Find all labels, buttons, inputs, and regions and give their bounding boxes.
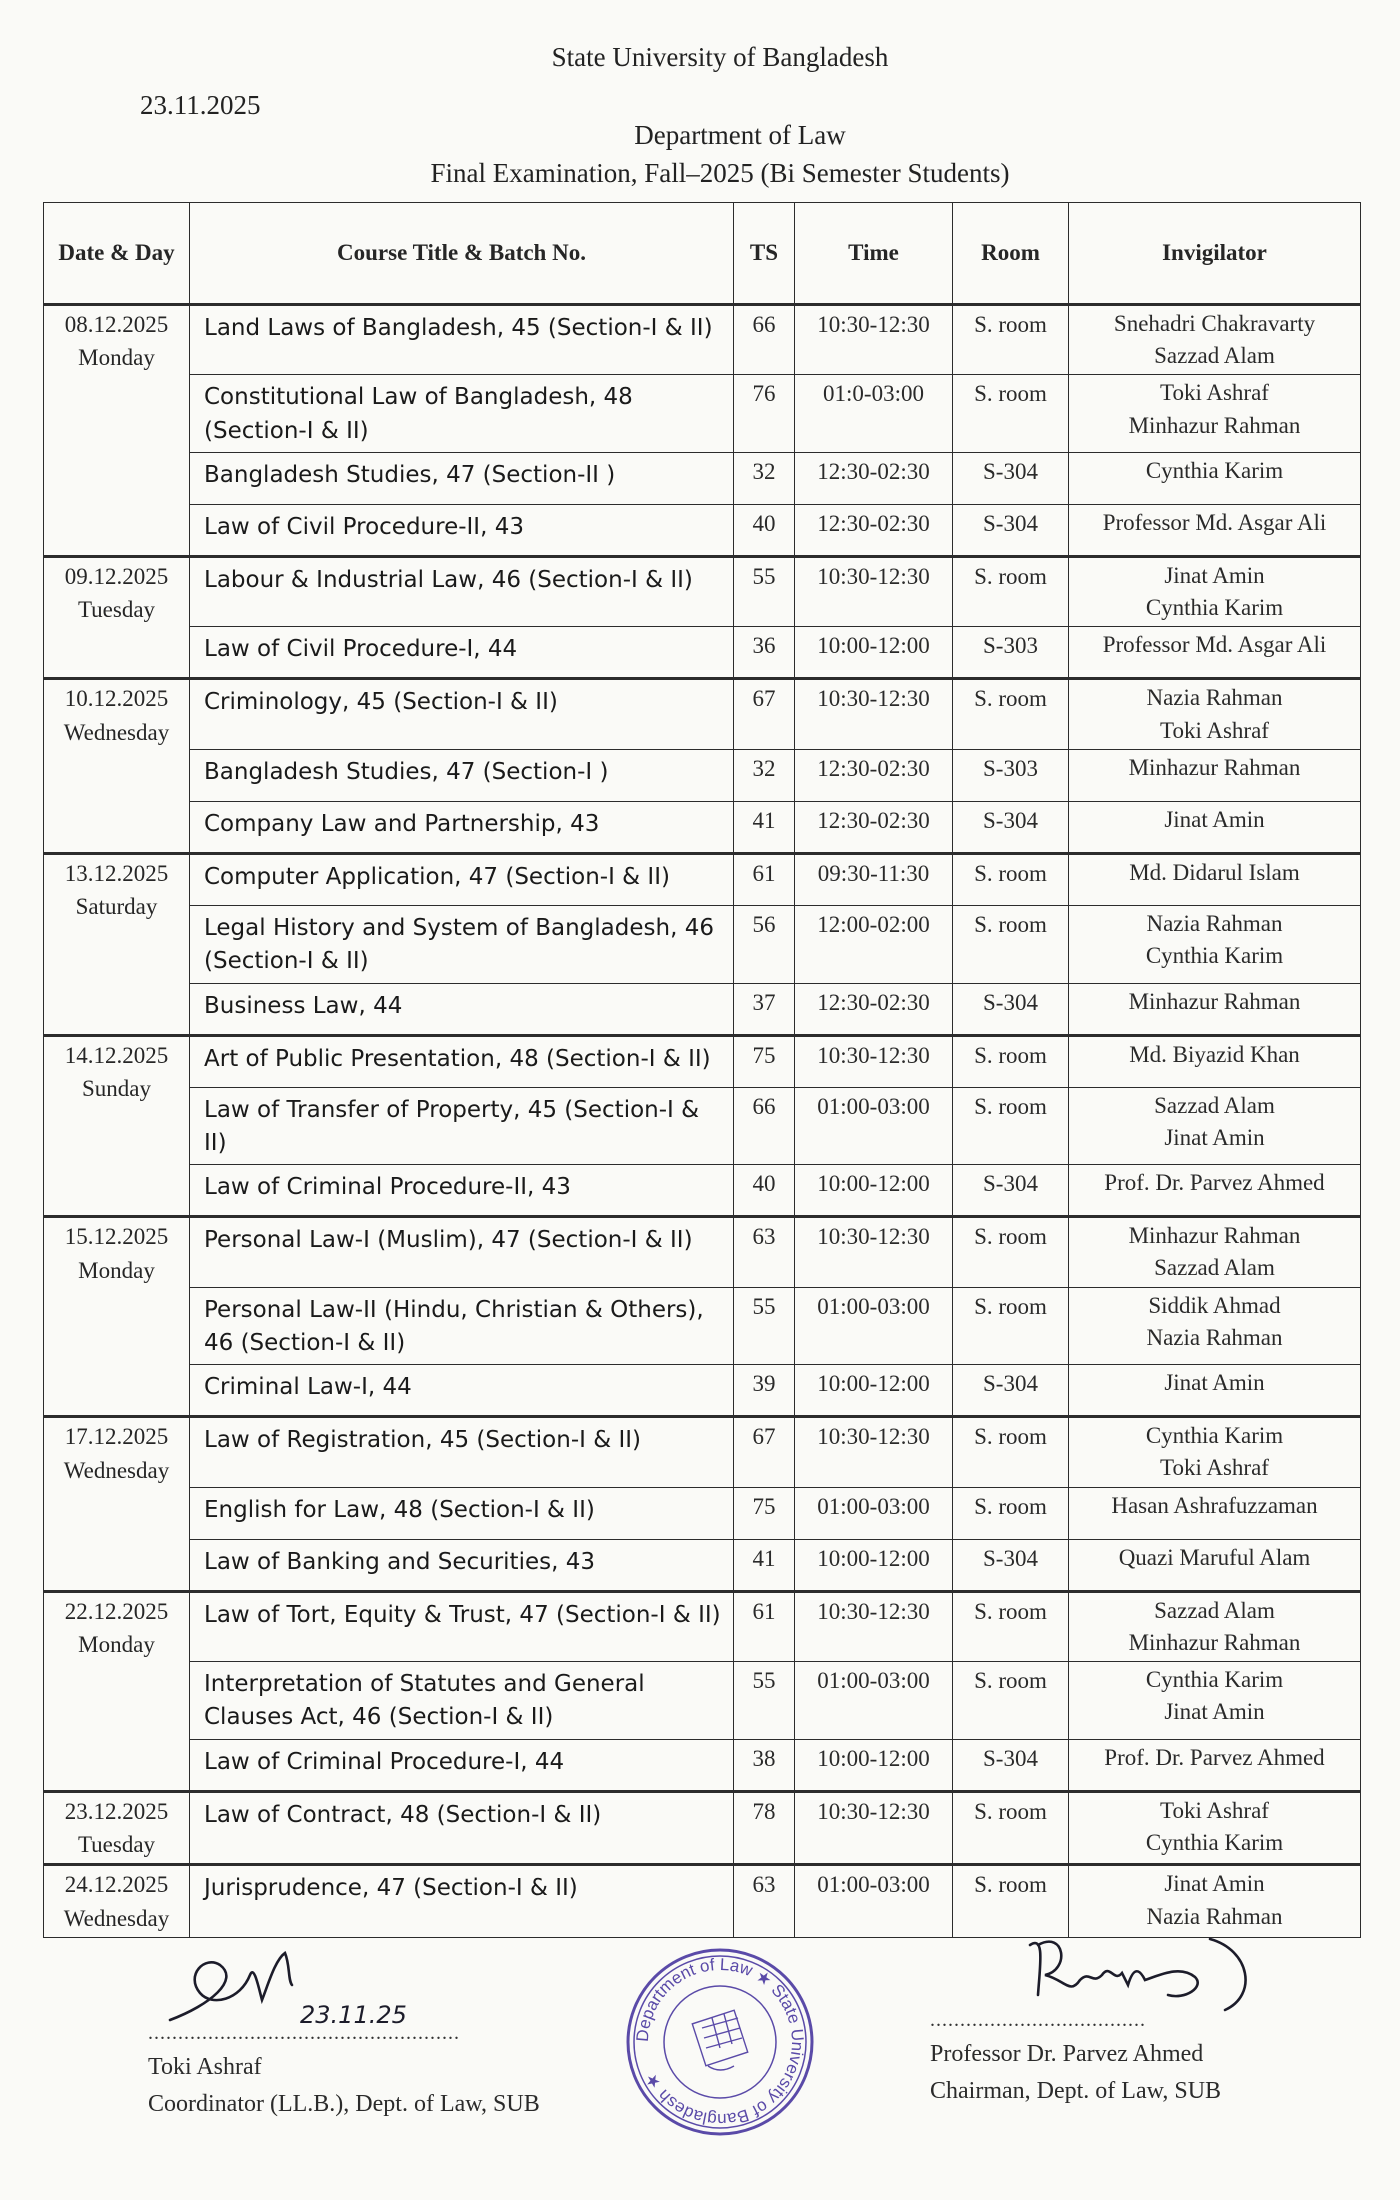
table-row [44, 853, 1361, 905]
table-header-row [44, 203, 1361, 305]
exam-date-cell [44, 1035, 190, 1217]
exam-room: S-304 [953, 801, 1069, 853]
exam-room: S-303 [953, 749, 1069, 801]
course-title: Law of Civil Procedure-I, 44 [190, 627, 734, 679]
exam-time: 10:00-12:00 [795, 627, 953, 679]
exam-room: S. room [953, 1217, 1069, 1287]
exam-schedule-table [43, 202, 1361, 1938]
column-header: Date & Day [44, 203, 190, 305]
exam-day: Wednesday [63, 1905, 170, 1931]
invigilator-cell [1069, 1539, 1361, 1591]
exam-time: 01:00-03:00 [795, 1087, 953, 1165]
exam-day: Monday [78, 1257, 155, 1283]
exam-time: 01:00-03:00 [795, 1865, 953, 1938]
total-students: 63 [734, 1865, 795, 1938]
column-header: Invigilator [1069, 203, 1361, 305]
signature-line: .................................... [930, 2009, 1146, 2031]
exam-room: S-304 [953, 983, 1069, 1035]
exam-day: Saturday [75, 894, 158, 920]
exam-time: 01:0-03:00 [795, 375, 953, 453]
invigilator-name: Nazia Rahman [1146, 685, 1283, 711]
exam-date-cell [44, 1591, 190, 1791]
department-name: Department of Law [634, 120, 846, 150]
table-row [44, 1591, 1361, 1661]
exam-date-cell [44, 1217, 190, 1417]
university-name: State University of Bangladesh [551, 42, 889, 72]
notice-date: 23.11.2025 [140, 90, 261, 120]
course-title: Law of Civil Procedure-II, 43 [190, 505, 734, 557]
invigilator-cell [1069, 983, 1361, 1035]
invigilator-cell [1069, 375, 1361, 453]
invigilator-name: Cynthia Karim [1145, 1667, 1284, 1692]
invigilator-name: Cynthia Karim [1145, 1423, 1284, 1449]
exam-room: S. room [953, 679, 1069, 749]
exam-room: S. room [953, 1487, 1069, 1539]
handwritten-date: 23.11.25 [300, 2001, 407, 2029]
invigilator-cell [1069, 557, 1361, 627]
total-students: 67 [734, 1417, 795, 1487]
invigilator-name: Cynthia Karim [1145, 458, 1284, 484]
course-title: English for Law, 48 (Section-I & II) [190, 1487, 734, 1539]
exam-time: 10:30-12:30 [795, 557, 953, 627]
invigilator-cell [1069, 1739, 1361, 1791]
chairman-name: Professor Dr. Parvez Ahmed [930, 2041, 1204, 2067]
exam-room: S. room [953, 905, 1069, 983]
invigilator-cell [1069, 453, 1361, 505]
column-header: TS [734, 203, 795, 305]
invigilator-cell [1069, 1417, 1361, 1487]
exam-date-cell [44, 1865, 190, 1938]
invigilator-name: Jinat Amin [1164, 1871, 1265, 1897]
table-row [44, 505, 1361, 557]
course-title: Law of Tort, Equity & Trust, 47 (Section-I & II) [190, 1591, 734, 1661]
department-seal [620, 1942, 820, 2142]
exam-time: 10:00-12:00 [795, 1539, 953, 1591]
course-title: Art of Public Presentation, 48 (Section-I & II) [190, 1035, 734, 1087]
total-students: 36 [734, 627, 795, 679]
signature-line: .................................................... [148, 2022, 460, 2044]
invigilator-name: Nazia Rahman [1146, 910, 1283, 936]
exam-room: S. room [953, 1591, 1069, 1661]
total-students: 37 [734, 983, 795, 1035]
invigilator-name: Quazi Maruful Alam [1118, 1544, 1311, 1570]
exam-room: S. room [953, 1035, 1069, 1087]
course-title: Labour & Industrial Law, 46 (Section-I & II) [190, 557, 734, 627]
invigilator-cell [1069, 1035, 1361, 1087]
invigilator-name: Jinat Amin [1164, 806, 1265, 832]
exam-time: 12:30-02:30 [795, 801, 953, 853]
total-students: 41 [734, 1539, 795, 1591]
invigilator-cell [1069, 1087, 1361, 1165]
table-row [44, 453, 1361, 505]
table-row [44, 679, 1361, 749]
exam-date: 08.12.2025 [64, 312, 169, 337]
invigilator-name: Minhazur Rahman [1128, 988, 1301, 1014]
course-title: Law of Registration, 45 (Section-I & II) [190, 1417, 734, 1487]
invigilator-cell [1069, 801, 1361, 853]
exam-date-cell [44, 1791, 190, 1865]
exam-time: 10:00-12:00 [795, 1165, 953, 1217]
course-title: Personal Law-II (Hindu, Christian & Others), 46 (Section-I & II) [190, 1287, 734, 1365]
table-row [44, 1165, 1361, 1217]
table-row [44, 749, 1361, 801]
invigilator-name: Prof. Dr. Parvez Ahmed [1104, 1744, 1325, 1770]
invigilator-name: Nazia Rahman [1146, 1324, 1283, 1350]
invigilator-name: Jinat Amin [1164, 1370, 1265, 1396]
table-row [44, 1739, 1361, 1791]
table-row [44, 1662, 1361, 1740]
exam-date: 23.12.2025 [64, 1798, 169, 1824]
seal-text: Department of Law ★ State University of Bangladesh ★ [632, 1954, 808, 2130]
invigilator-name: Nazia Rahman [1146, 1903, 1283, 1929]
exam-day: Tuesday [77, 597, 156, 623]
course-title: Law of Banking and Securities, 43 [190, 1539, 734, 1591]
exam-room: S. room [953, 1417, 1069, 1487]
exam-room: S. room [953, 1865, 1069, 1938]
exam-time: 01:00-03:00 [795, 1487, 953, 1539]
table-row [44, 375, 1361, 453]
table-row [44, 305, 1361, 375]
exam-time: 01:00-03:00 [795, 1662, 953, 1740]
invigilator-name: Professor Md. Asgar Ali [1102, 510, 1327, 536]
total-students: 66 [734, 1087, 795, 1165]
course-title: Business Law, 44 [190, 983, 734, 1035]
course-title: Law of Criminal Procedure-II, 43 [190, 1165, 734, 1217]
invigilator-name: Jinat Amin [1164, 563, 1265, 589]
column-header: Course Title & Batch No. [190, 203, 734, 305]
table-row [44, 557, 1361, 627]
total-students: 63 [734, 1217, 795, 1287]
total-students: 76 [734, 375, 795, 453]
exam-date-cell [44, 1417, 190, 1591]
total-students: 39 [734, 1365, 795, 1417]
course-title: Criminal Law-I, 44 [190, 1365, 734, 1417]
exam-room: S. room [953, 1087, 1069, 1165]
total-students: 56 [734, 905, 795, 983]
exam-room: S-304 [953, 1739, 1069, 1791]
invigilator-cell [1069, 505, 1361, 557]
invigilator-name: Sazzad Alam [1154, 1597, 1275, 1623]
invigilator-cell [1069, 1791, 1361, 1865]
total-students: 61 [734, 1591, 795, 1661]
exam-room: S-304 [953, 1539, 1069, 1591]
exam-title: Final Examination, Fall–2025 (Bi Semester Students) [430, 158, 1010, 188]
exam-time: 10:00-12:00 [795, 1739, 953, 1791]
total-students: 75 [734, 1487, 795, 1539]
total-students: 55 [734, 1287, 795, 1365]
course-title: Company Law and Partnership, 43 [190, 801, 734, 853]
exam-time: 12:30-02:30 [795, 749, 953, 801]
invigilator-name: Cynthia Karim [1145, 595, 1284, 621]
course-title: Constitutional Law of Bangladesh, 48 (Section-I & II) [190, 375, 734, 453]
exam-room: S. room [953, 1287, 1069, 1365]
exam-time: 10:30-12:30 [795, 305, 953, 375]
course-title: Law of Criminal Procedure-I, 44 [190, 1739, 734, 1791]
invigilator-name: Minhazur Rahman [1128, 1223, 1301, 1249]
chairman-title: Chairman, Dept. of Law, SUB [930, 2078, 1222, 2105]
exam-room: S. room [953, 853, 1069, 905]
exam-time: 10:30-12:30 [795, 1035, 953, 1087]
table-row [44, 1365, 1361, 1417]
invigilator-cell [1069, 1591, 1361, 1661]
invigilator-cell [1069, 1287, 1361, 1365]
table-row [44, 1035, 1361, 1087]
course-title: Law of Transfer of Property, 45 (Section-I & II) [190, 1087, 734, 1165]
exam-day: Tuesday [77, 1832, 156, 1858]
course-title: Land Laws of Bangladesh, 45 (Section-I & II) [190, 305, 734, 375]
invigilator-name: Jinat Amin [1164, 1124, 1265, 1150]
course-title: Personal Law-I (Muslim), 47 (Section-I & II) [190, 1217, 734, 1287]
invigilator-name: Minhazur Rahman [1128, 1629, 1301, 1655]
invigilator-name: Sazzad Alam [1154, 343, 1275, 369]
exam-date-cell [44, 679, 190, 853]
course-title: Bangladesh Studies, 47 (Section-II ) [190, 453, 734, 505]
total-students: 38 [734, 1739, 795, 1791]
exam-date: 22.12.2025 [64, 1598, 169, 1624]
invigilator-cell [1069, 305, 1361, 375]
invigilator-cell [1069, 627, 1361, 679]
invigilator-name: Toki Ashraf [1160, 1455, 1269, 1481]
invigilator-name: Siddik Ahmad [1148, 1292, 1281, 1318]
course-title: Computer Application, 47 (Section-I & II) [190, 853, 734, 905]
exam-time: 10:30-12:30 [795, 1791, 953, 1865]
exam-time: 12:00-02:00 [795, 905, 953, 983]
exam-room: S. room [953, 557, 1069, 627]
coordinator-title: Coordinator (LL.B.), Dept. of Law, SUB [148, 2091, 540, 2118]
table-row [44, 801, 1361, 853]
exam-day: Wednesday [63, 1457, 170, 1483]
invigilator-name: Toki Ashraf [1160, 1797, 1269, 1823]
total-students: 67 [734, 679, 795, 749]
exam-date: 24.12.2025 [64, 1872, 169, 1898]
total-students: 40 [734, 505, 795, 557]
schedule-body [44, 305, 1361, 1938]
exam-room: S. room [953, 1791, 1069, 1865]
course-title: Interpretation of Statutes and General Clauses Act, 46 (Section-I & II) [190, 1662, 734, 1740]
exam-time: 01:00-03:00 [795, 1287, 953, 1365]
table-row [44, 627, 1361, 679]
total-students: 75 [734, 1035, 795, 1087]
chairman-signature-block [930, 2005, 1221, 2110]
exam-time: 10:30-12:30 [795, 1217, 953, 1287]
total-students: 55 [734, 557, 795, 627]
exam-date-cell [44, 305, 190, 557]
coordinator-name: Toki Ashraf [148, 2054, 262, 2080]
exam-time: 12:30-02:30 [795, 453, 953, 505]
invigilator-cell [1069, 1217, 1361, 1287]
invigilator-cell [1069, 1487, 1361, 1539]
exam-day: Monday [78, 345, 155, 371]
exam-time: 10:30-12:30 [795, 1417, 953, 1487]
exam-date: 10.12.2025 [64, 686, 169, 712]
exam-room: S. room [953, 1662, 1069, 1740]
total-students: 61 [734, 853, 795, 905]
total-students: 78 [734, 1791, 795, 1865]
invigilator-name: Sazzad Alam [1154, 1092, 1275, 1118]
exam-room: S-304 [953, 1165, 1069, 1217]
course-title: Criminology, 45 (Section-I & II) [190, 679, 734, 749]
total-students: 41 [734, 801, 795, 853]
total-students: 32 [734, 749, 795, 801]
invigilator-cell [1069, 1365, 1361, 1417]
exam-date: 15.12.2025 [64, 1224, 169, 1250]
invigilator-cell [1069, 853, 1361, 905]
exam-date-cell [44, 557, 190, 679]
table-row [44, 1791, 1361, 1865]
table-row [44, 1487, 1361, 1539]
table-row [44, 1539, 1361, 1591]
seal-emblem [692, 2010, 747, 2070]
exam-room: S. room [953, 375, 1069, 453]
coordinator-signature-block [148, 2018, 540, 2123]
invigilator-name: Md. Biyazid Khan [1129, 1041, 1300, 1067]
total-students: 55 [734, 1662, 795, 1740]
course-title: Bangladesh Studies, 47 (Section-I ) [190, 749, 734, 801]
exam-date: 17.12.2025 [64, 1424, 169, 1450]
exam-time: 12:30-02:30 [795, 505, 953, 557]
exam-date: 14.12.2025 [64, 1042, 169, 1068]
invigilator-name: Minhazur Rahman [1128, 412, 1301, 438]
table-row [44, 983, 1361, 1035]
invigilator-name: Toki Ashraf [1160, 717, 1269, 743]
exam-time: 10:30-12:30 [795, 679, 953, 749]
exam-time: 10:00-12:00 [795, 1365, 953, 1417]
exam-day: Monday [78, 1631, 155, 1657]
exam-room: S. room [953, 305, 1069, 375]
table-row [44, 1087, 1361, 1165]
exam-day: Sunday [82, 1075, 151, 1101]
column-header: Room [953, 203, 1069, 305]
table-row [44, 1417, 1361, 1487]
course-title: Legal History and System of Bangladesh, 46 (Section-I & II) [190, 905, 734, 983]
invigilator-name: Jinat Amin [1164, 1699, 1265, 1725]
exam-room: S-304 [953, 453, 1069, 505]
invigilator-name: Snehadri Chakravarty [1113, 311, 1316, 336]
invigilator-cell [1069, 679, 1361, 749]
invigilator-name: Md. Didarul Islam [1129, 859, 1300, 885]
table-row [44, 905, 1361, 983]
exam-date: 09.12.2025 [64, 564, 169, 590]
exam-time: 10:30-12:30 [795, 1591, 953, 1661]
invigilator-name: Cynthia Karim [1145, 1829, 1284, 1855]
exam-room: S-303 [953, 627, 1069, 679]
exam-date: 13.12.2025 [64, 860, 169, 886]
invigilator-name: Sazzad Alam [1154, 1255, 1275, 1281]
total-students: 32 [734, 453, 795, 505]
course-title: Law of Contract, 48 (Section-I & II) [190, 1791, 734, 1865]
exam-time: 09:30-11:30 [795, 853, 953, 905]
total-students: 40 [734, 1165, 795, 1217]
invigilator-name: Cynthia Karim [1145, 943, 1284, 968]
exam-date-cell [44, 853, 190, 1035]
invigilator-name: Prof. Dr. Parvez Ahmed [1104, 1170, 1325, 1196]
exam-room: S-304 [953, 1365, 1069, 1417]
course-title: Jurisprudence, 47 (Section-I & II) [190, 1865, 734, 1938]
invigilator-cell [1069, 1165, 1361, 1217]
table-row [44, 1217, 1361, 1287]
exam-day: Wednesday [63, 719, 170, 745]
total-students: 66 [734, 305, 795, 375]
invigilator-name: Toki Ashraf [1160, 380, 1269, 406]
invigilator-name: Minhazur Rahman [1128, 754, 1301, 780]
invigilator-name: Hasan Ashrafuzzaman [1111, 1492, 1318, 1518]
table-row [44, 1287, 1361, 1365]
exam-room: S-304 [953, 505, 1069, 557]
exam-time: 12:30-02:30 [795, 983, 953, 1035]
column-header: Time [795, 203, 953, 305]
invigilator-cell [1069, 1662, 1361, 1740]
invigilator-cell [1069, 749, 1361, 801]
invigilator-name: Professor Md. Asgar Ali [1102, 632, 1327, 658]
invigilator-cell [1069, 905, 1361, 983]
